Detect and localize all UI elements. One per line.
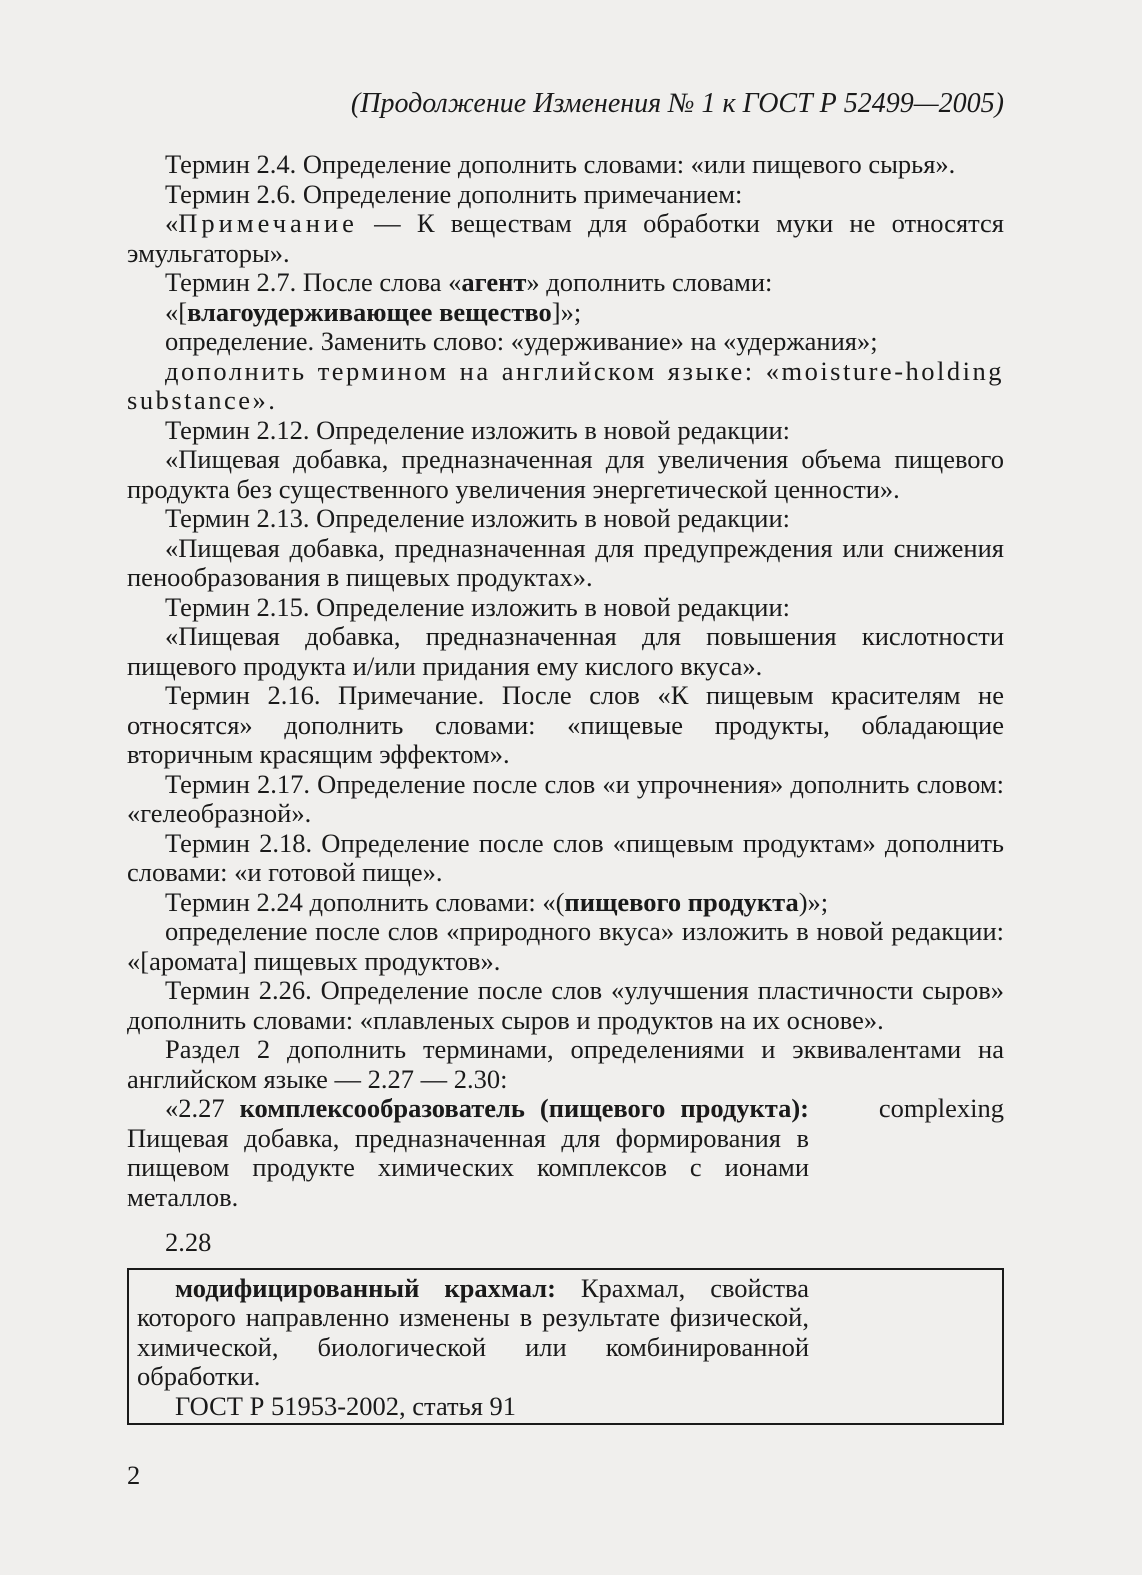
entry-2-27-number: «2.27: [165, 1093, 240, 1123]
note-label: Примечание: [178, 208, 358, 238]
paragraph-term-2-12-text: «Пищевая добавка, предназначенная для увеличения объема пищевого продукта без существенного увеличения энергетической ценности».: [127, 444, 1004, 504]
paragraph-note: [127, 209, 1004, 268]
paragraph-term-2-26: Термин 2.26. Определение после слов «улучшения пластичности сыров» дополнить словами: «плавленых сыров и продуктов на их основе».: [127, 975, 1004, 1035]
entry-2-28-term: модифицированный крахмал:: [175, 1272, 556, 1303]
term-food-product: пищевого продукта: [564, 886, 799, 917]
paragraph-section-2: Раздел 2 дополнить терминами, определениями и эквивалентами на английском языке — 2.27 — 2.30:: [127, 1034, 1004, 1094]
entry-2-28-box: [127, 1268, 1004, 1426]
term-synonym: влагоудерживающее вещество: [187, 296, 552, 327]
running-header: (Продолжение Изменения № 1 к ГОСТ Р 52499—2005): [350, 88, 1004, 119]
text-run: » дополнить словами:: [526, 267, 773, 297]
paragraph-term-2-15-text: «Пищевая добавка, предназначенная для повышения кислотности пищевого продукта и/или придания ему кислого вкуса».: [127, 621, 1004, 681]
paragraph-term-2-24-definition: определение после слов «природного вкуса» изложить в новой редакции: «[аромата] пищевых продуктов».: [127, 916, 1004, 976]
entry-2-27-english: complexing: [878, 1093, 1004, 1123]
entry-2-27: [127, 1094, 1004, 1212]
paragraph-term-2-6: Термин 2.6. Определение дополнить примечанием:: [165, 178, 743, 209]
entry-2-28-reference: ГОСТ Р 51953-2002, статья 91: [175, 1390, 517, 1421]
text-run: Термин 2.24 дополнить словами: «(: [165, 886, 565, 917]
text-run: «[: [165, 296, 188, 327]
term-agent: агент: [461, 267, 527, 297]
paragraph-term-2-24: [127, 888, 1004, 918]
text-run: )»;: [798, 886, 829, 917]
note-open-quote: «: [165, 208, 179, 238]
page-number: 2: [127, 1460, 141, 1490]
paragraph-term-2-13: Термин 2.13. Определение изложить в новой редакции:: [165, 503, 791, 533]
paragraph-term-2-15: Термин 2.15. Определение изложить в новой редакции:: [165, 591, 791, 622]
entry-2-28-text: Крахмал, свойства которого направленно изменены в результате физической, химической, биологической или комбинированной обработки.: [137, 1272, 809, 1391]
entry-2-27-term: комплексообразователь (пищевого продукта):: [239, 1093, 810, 1123]
paragraph-term-2-7-english: дополнить термином на английском языке: «moisture-holding substance».: [127, 355, 1004, 415]
paragraph-term-2-7-synonym: [127, 298, 1004, 328]
paragraph-term-2-12: Термин 2.12. Определение изложить в новой редакции:: [165, 414, 791, 445]
note-text: — К веществам для обработки муки не относятся эмульгаторы».: [127, 208, 1004, 268]
document-body: [127, 150, 1004, 1425]
paragraph-term-2-4: Термин 2.4. Определение дополнить словами: «или пищевого сырья».: [165, 149, 956, 179]
paragraph-term-2-13-text: «Пищевая добавка, предназначенная для предупреждения или снижения пенообразования в пищевых продуктах».: [127, 532, 1004, 592]
paragraph-term-2-16: Термин 2.16. Примечание. После слов «К пищевым красителям не относятся» дополнить словами: «пищевые продукты, обладающие вторичным красящим эффектом».: [127, 680, 1004, 769]
entry-2-28-definition: [137, 1274, 809, 1392]
entry-2-27-text: Пищевая добавка, предназначенная для формирования в пищевом продукте химических комплексов с ионами металлов.: [127, 1122, 809, 1212]
paragraph-term-2-7: [127, 268, 1004, 298]
paragraph-term-2-17: Термин 2.17. Определение после слов «и упрочнения» дополнить словом: «гелеобразной».: [127, 768, 1004, 828]
text-run: Термин 2.7. После слова «: [165, 267, 462, 297]
entry-2-27-definition: [127, 1094, 809, 1212]
paragraph-term-2-7-definition: определение. Заменить слово: «удерживание» на «удержания»;: [165, 326, 878, 356]
paragraph-term-2-18: Термин 2.18. Определение после слов «пищевым продуктам» дополнить словами: «и готовой пище».: [127, 827, 1004, 887]
text-run: ]»;: [551, 296, 582, 327]
entry-2-28-number: 2.28: [165, 1227, 212, 1257]
